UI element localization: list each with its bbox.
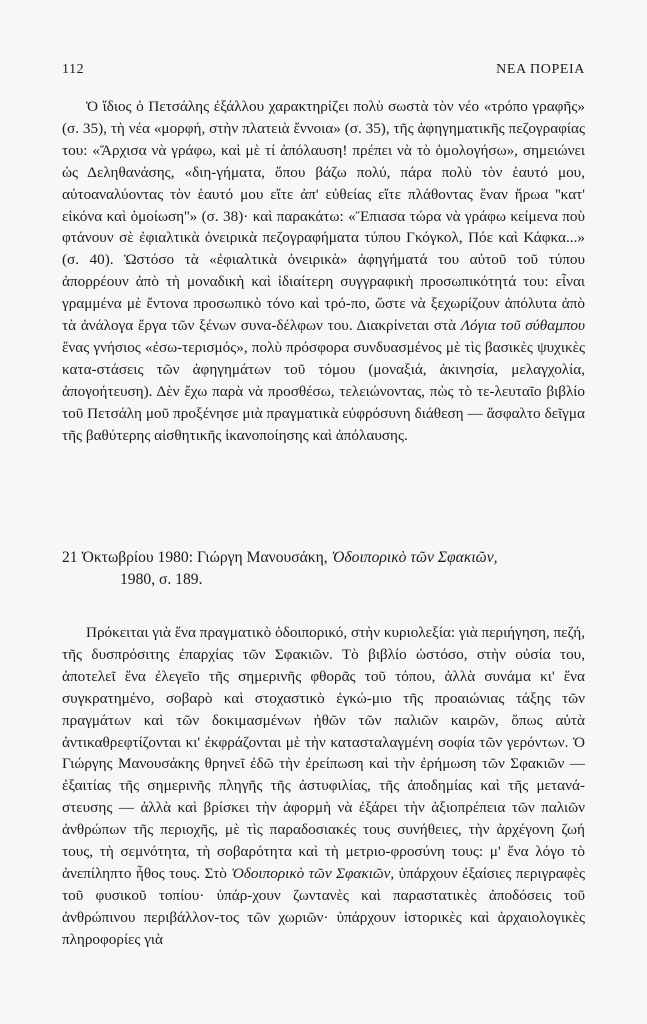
entry-heading-book-title: Ὁδοιπορικὸ τῶν Σφακιῶν,	[331, 549, 498, 566]
book-title-italic: Λόγια τοῦ σύθαμπου	[460, 317, 585, 335]
entry-heading-prefix: 21 Ὀκτωβρίου 1980: Γιώργη Μανουσάκη,	[62, 549, 332, 566]
paragraph-2-part-2: , ὑπάρχουν ἐξαίσιες περιγραφὲς τοῦ φυσικοῦ τοπίου· ὑπάρ-χουν ζωντανὲς καὶ παραστατικὲς ἀποδόσεις τοῦ ἀνθρώπινου περιβάλλον-τος τῶν χωριῶν· ὑπάρχουν ἱστορικὲς καὶ ἀρχαιολογικὲς πληροφορίες γιὰ	[62, 864, 585, 948]
paragraph-1-part-1: Ὁ ἴδιος ὁ Πετσάλης ἐξάλλου χαρακτηρίζει πολὺ σωστὰ τὸν νέο «τρόπο γραφῆς» (σ. 35), τὴ νέα «μορφή, στὴν πλατειὰ ἔννοια» (σ. 35), τῆς ἀφηγηματικῆς πεζογραφίας του: «Ἄρχισα νὰ γράφω, καὶ μὲ τί ἀπόλαυση! πρέπει νὰ τὸ ὁμολογήσω», σημειώνει ὡς Δεληθανάσης, «διη-γήματα, ὅπου βάζω πολύ, πάρα πολὺ τὸν ἑαυτό μου, αὐτοαναλύοντας τὸν ἑαυτό μου εἴτε ἀπ' εὐθείας εἴτε πλάθοντας ἕναν ἥρωα ''κατ' εἰκόνα καὶ ὁμοίωση''» (σ. 38)· καὶ παρακάτω: «Ἔπιασα τώρα νὰ γράφω κείμενα ποὺ φτάνουν σὲ ἐφιαλτικὰ ὀνειρικὰ πεζογραφήματα τύπου Γκόγκολ, Πόε καὶ Κάφκα...» (σ. 40). Ὡστόσο τὰ «ἐφιαλτικὰ ὀνειρικὰ» ἀφηγήματά του αὐτοῦ τοῦ τύπου ἀπορρέουν ἀπὸ τὴ μοναδικὴ καὶ ἰδιαίτερη συγγραφικὴ προσωπικότητά του: εἶναι γραμμένα μὲ ἔντονα προσωπικὸ τόνο καὶ τρό-πο, ὥστε νὰ ξεχωρίζουν ἀπόλυτα ἀπὸ τὰ ἀνάλογα ἔργα τῶν ξένων συνα-δέλφων του. Διακρίνεται στὰ	[62, 98, 585, 335]
entry-heading	[62, 547, 585, 591]
paragraph-1-text	[62, 96, 585, 447]
review-paragraph-2	[62, 622, 585, 951]
paragraph-2-part-1: Πρόκειται γιὰ ἕνα πραγματικὸ ὁδοιπορικό, στὴν κυριολεξία: γιὰ περιήγηση, πεζή, τῆς δυσπρόσιτης ἐπαρχίας τῶν Σφακιῶν. Τὸ βιβλίο ὡστόσο, στὴν οὐσία του, ἀποτελεῖ ἕνα ἐλεγεῖο τῆς σημερινῆς φθορᾶς τοῦ τόπου, ἀλλὰ συνάμα κι' ἕνα συγκρατημένο, σοβαρὸ καὶ στοχαστικὸ ἐγκώ-μιο τῆς προαιώνιας τάξης τῶν πραγμάτων καὶ τῶν δοκιμασμένων ἠθῶν τῶν παλιῶν καιρῶν, ὅπως αὐτὰ ἀντικαθρεφτίζονται κι' ἐκφράζονται μὲ τὴν κατασταλαγμένη σοφία τῶν γερόντων. Ὁ Γιώργης Μανουσάκης θρηνεῖ ἐδῶ τὴν ἐρείπωση καὶ τὴν ἐρήμωση τῶν Σφακιῶν — ἐξαιτίας τῆς σημερινῆς πληγῆς τῆς ἀστυφιλίας, τῆς ἀποδημίας καὶ τῆς μετανά-στευσης — ἀλλὰ καὶ βρίσκει τὴν ἀφορμὴ νὰ ἐξάρει τὴν ἀξιοπρέπεια τῶν παλιῶν ἀνθρώπων τῆς περιοχῆς, μὲ τὶς παραδοσιακές τους συνήθειες, τὴν ἀρχέγονη ζωή τους, τὴ σεμνότητα, τὴ σοβαρότητα καὶ τὴ μετριο-φροσύνη τους: μ' ἕνα λόγο τὸ ἀνεπίληπτο ἦθος τους. Στὸ	[62, 624, 585, 882]
review-paragraph-1	[62, 96, 585, 447]
paragraph-2-book-title: Ὁδοιπορικὸ τῶν Σφακιῶν	[231, 864, 391, 882]
running-header	[62, 62, 585, 78]
journal-title: ΝΕΑ ΠΟΡΕΙΑ	[496, 62, 585, 77]
entry-heading-line-2: 1980, σ. 189.	[120, 571, 203, 588]
page-number: 112	[62, 62, 85, 77]
paragraph-1-part-2: ἕνας γνήσιος «ἐσω-τερισμός», πολὺ πρόσφορα συνδυασμένος μὲ τὶς βασικὲς ψυχικὲς κατα-στάσεις τῶν ἀφηγημάτων τοῦ τόμου (μοναξιά, ἀκινησία, μελαγχολία, ἀπογοήτευση). Δὲν ἔχω παρὰ νὰ προσθέσω, τελειώνοντας, πὼς τὸ τε-λευταῖο βιβλίο τοῦ Πετσάλη μοῦ προξένησε μιὰ πραγματικὰ εὐφρόσυνη διάθεση — ἄσφαλτο δεῖγμα τῆς βαθύτερης αἰσθητικῆς ἱκανοποίησης καὶ ἀπόλαυσης.	[62, 338, 585, 444]
entry-heading-line-1	[62, 547, 585, 569]
